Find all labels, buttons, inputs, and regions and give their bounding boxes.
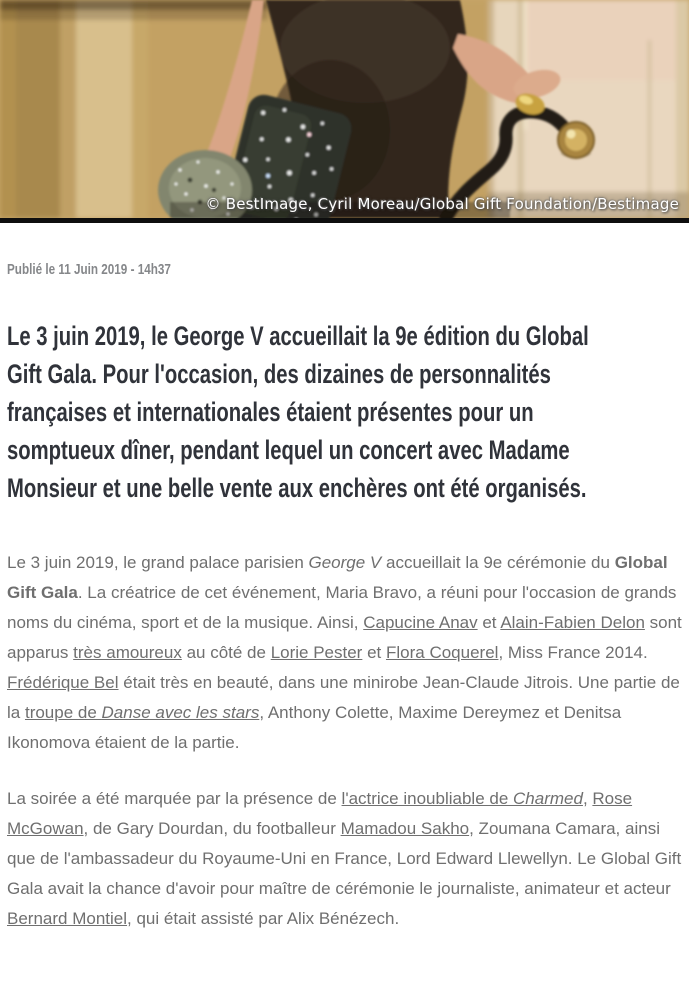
article-link[interactable]: troupe de <box>24 703 102 722</box>
article-link[interactable]: Flora Coquerel <box>385 643 499 662</box>
headline-line: Gift Gala. Pour l'occasion, des dizaines de personnalités <box>7 359 551 389</box>
text-run: accueillait la 9e cérémonie du <box>381 553 615 572</box>
publish-date: Publié le 11 Juin 2019 - 14h37 <box>7 261 171 278</box>
photo-illustration <box>0 0 689 218</box>
door-rosette <box>558 122 594 158</box>
text-run: , qui était assisté par Alix Bénézech. <box>127 909 400 928</box>
headline-line: Monsieur et une belle vente aux enchères ont été organisés. <box>7 473 587 503</box>
photo-credit: © BestImage, Cyril Moreau/Global Gift Foundation/Bestimage <box>205 195 679 213</box>
headline-line: françaises et internationales étaient présentes pour un <box>7 397 534 427</box>
text-run: , Zoumana Camara, ainsi que de l'ambassadeur du Royaume-Uni en France, Lord Edward Llewellyn. Le Global Gift Gala avait la chance d'avoir pour maître de cérémonie le journaliste, animateur et acteur <box>7 819 682 898</box>
article-link[interactable]: Rose McGowan <box>7 789 633 838</box>
article-link[interactable]: Charmed <box>513 789 583 808</box>
article-link[interactable]: Alain-Fabien Delon <box>500 613 645 632</box>
text-run: au côté de <box>181 643 271 662</box>
article-link[interactable]: très amoureux <box>73 643 182 662</box>
text-run: , de Gary Dourdan, du footballeur <box>83 819 341 838</box>
article-paragraph <box>7 548 682 758</box>
article-link[interactable]: Capucine Anav <box>363 613 478 632</box>
text-run: , Anthony Colette, Maxime Dereymez et Denitsa Ikonomova étaient de la partie. <box>7 703 622 752</box>
headline-line: Le 3 juin 2019, le George V accueillait la 9e édition du Global <box>7 321 589 351</box>
text-run: , <box>582 789 593 808</box>
article-headline <box>7 317 682 507</box>
headline-line: somptueux dîner, pendant lequel un concert avec Madame <box>7 435 570 465</box>
article-link[interactable]: Lorie Pester <box>270 643 363 662</box>
text-run: , Miss France 2014. <box>498 643 648 662</box>
article-photo <box>0 0 689 223</box>
text-run: Global Gift Gala <box>7 553 668 602</box>
article-paragraph <box>7 784 682 934</box>
article-link[interactable]: l'actrice inoubliable de <box>341 789 514 808</box>
text-run: George V <box>308 553 382 572</box>
text-run: . La créatrice de cet événement, Maria Bravo, a réuni pour l'occasion de grands noms du cinéma, sport et de la musique. Ainsi, <box>7 583 677 632</box>
article-link[interactable]: Frédérique Bel <box>7 673 119 692</box>
text-run: sont apparus <box>7 613 682 662</box>
text-run: La soirée a été marquée par la présence de <box>7 789 342 808</box>
text-run: et <box>362 643 386 662</box>
text-run: Le 3 juin 2019, le grand palace parisien <box>7 553 309 572</box>
article-link[interactable]: Danse avec les stars <box>101 703 260 722</box>
text-run: et <box>477 613 501 632</box>
text-run: était très en beauté, dans une minirobe Jean-Claude Jitrois. Une partie de la <box>7 673 680 722</box>
article-content <box>0 262 689 934</box>
article-link[interactable]: Bernard Montiel <box>7 909 128 928</box>
article-link[interactable]: Mamadou Sakho <box>340 819 470 838</box>
